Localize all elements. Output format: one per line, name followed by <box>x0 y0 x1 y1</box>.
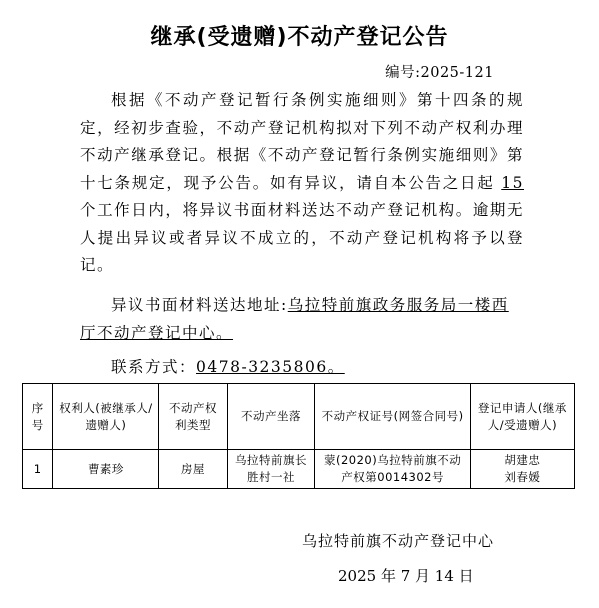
paragraph-text-part2: 个工作日内，将异议书面材料送达不动产登记机构。逾期无人提出异议或者异议不成立的，不动产登记机构将予以登记。 <box>80 201 524 274</box>
cell-right-type: 房屋 <box>159 450 227 489</box>
notice-date: 2025 年 7 月 14 日 <box>338 567 474 585</box>
notice-paragraph <box>80 87 524 280</box>
notice-title: 继承(受遗赠)不动产登记公告 <box>150 25 449 50</box>
property-table <box>22 383 575 489</box>
header-applicant: 登记申请人(继承人/受遗赠人) <box>470 384 574 450</box>
header-cert-number: 不动产权证号(网签合同号) <box>315 384 470 450</box>
header-right-type: 不动产权利类型 <box>159 384 227 450</box>
document-number: 编号:2025-121 <box>385 65 494 81</box>
cell-cert-number: 蒙(2020)乌拉特前旗不动产权第0014302号 <box>315 450 470 489</box>
header-seq: 序号 <box>23 384 53 450</box>
table-row <box>23 450 575 489</box>
header-heir: 权利人(被继承人/遗赠人) <box>53 384 159 450</box>
paragraph-text-part1: 根据《不动产登记暂行条例实施细则》第十四条的规定，经初步查验，不动产登记机构拟对下列不动产权利办理不动产继承登记。根据《不动产登记暂行条例实施细则》第十七条规定，现予公告。如有异议，请自本公告之日起 <box>80 91 524 192</box>
issuing-authority: 乌拉特前旗不动产登记中心 <box>302 532 495 550</box>
objection-address <box>80 292 524 347</box>
contact-label: 联系方式： <box>111 358 197 376</box>
address-value: 乌拉特前旗政务服务局一楼西厅不动产登记中心。 <box>80 296 509 342</box>
cell-applicant: 胡建忠 刘春媛 <box>470 450 574 489</box>
cell-seq: 1 <box>23 450 53 489</box>
header-location: 不动产坐落 <box>227 384 315 450</box>
contact-phone: 0478-3235806。 <box>196 358 345 376</box>
table-header-row <box>23 384 575 450</box>
contact-info <box>111 355 345 377</box>
address-label: 异议书面材料送达地址: <box>111 296 288 314</box>
cell-heir: 曹素珍 <box>53 450 159 489</box>
cell-location: 乌拉特前旗长胜村一社 <box>227 450 315 489</box>
objection-period-days: 15 <box>501 173 524 192</box>
